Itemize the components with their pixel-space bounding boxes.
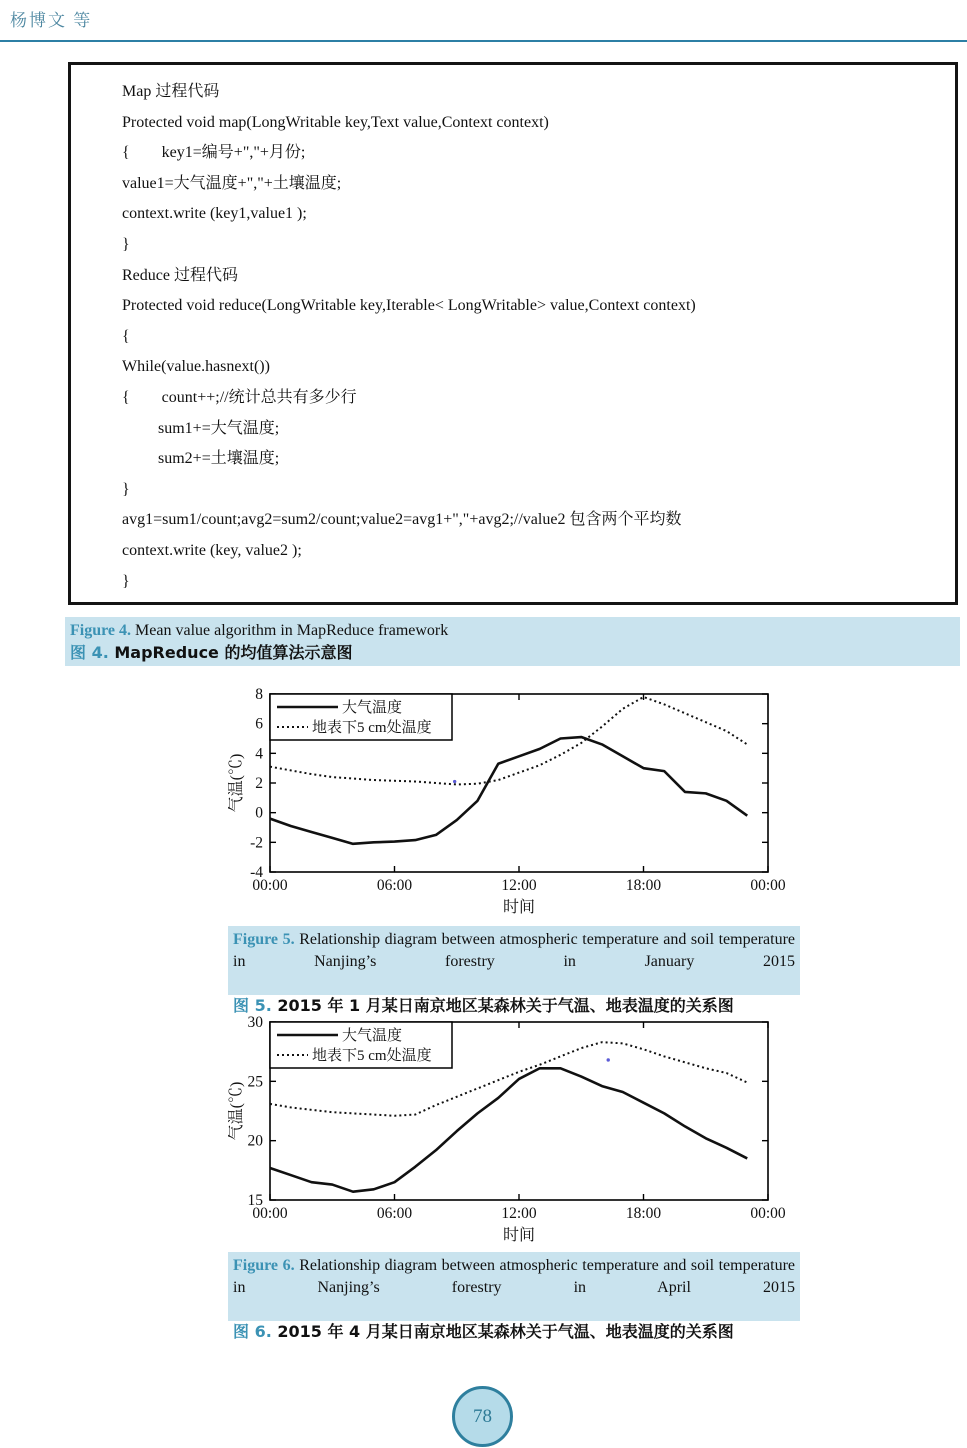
- stray-dot: [607, 1058, 610, 1061]
- figure4-label-zh: 图 4.: [70, 643, 109, 662]
- y-tick-label: 6: [255, 715, 263, 733]
- code-line: }: [122, 235, 130, 253]
- figure5-label-en: Figure 5.: [233, 931, 295, 948]
- air-temperature-line: [270, 737, 747, 844]
- code-line: context.write (key, value2 );: [122, 541, 302, 559]
- code-line: context.write (key1,value1 );: [122, 205, 307, 223]
- x-tick-label: 06:00: [376, 877, 413, 894]
- code-line: }: [122, 480, 130, 498]
- figure5-temperature-chart: [228, 680, 800, 924]
- code-line: sum2+=土壤温度;: [122, 450, 280, 468]
- code-line: { count++;//统计总共有多少行: [122, 388, 357, 406]
- x-tick-label: 12:00: [501, 1205, 537, 1222]
- figure4-caption: [65, 617, 960, 666]
- figure5-caption: [228, 926, 800, 1015]
- figure6-caption: [228, 1252, 800, 1341]
- code-line: While(value.hasnext()): [122, 358, 270, 376]
- page-number-badge: 78: [452, 1386, 513, 1447]
- x-tick-label: 06:00: [376, 1205, 413, 1222]
- figure4-label-en: Figure 4.: [70, 622, 132, 639]
- x-axis-label: 时间: [502, 899, 536, 916]
- figure4-caption-zh: [70, 642, 955, 664]
- figure6-caption-en: [233, 1255, 795, 1321]
- figure4-caption-zh-text: MapReduce 的均值算法示意图: [114, 643, 353, 662]
- y-tick-label: 2: [255, 775, 263, 792]
- x-tick-label: 00:00: [252, 877, 288, 894]
- figure5-caption-zh-text: 2015 年 1 月某日南京地区某森林关于气温、地表温度的关系图: [277, 996, 734, 1015]
- mapreduce-code-box: [68, 62, 958, 605]
- code-line: Protected void map(LongWritable key,Text value,Context context): [122, 113, 549, 131]
- code-line: { key1=编号+","+月份;: [122, 144, 306, 162]
- x-tick-label: 12:00: [501, 877, 537, 894]
- figure6-label-zh: 图 6.: [233, 1322, 272, 1341]
- x-axis-label: 时间: [502, 1227, 536, 1244]
- y-tick-label: 25: [247, 1073, 263, 1091]
- code-line: Reduce 过程代码: [122, 266, 238, 284]
- author-running-head: 杨博文 等: [10, 11, 93, 30]
- y-tick-label: 0: [255, 804, 263, 822]
- figure5-caption-en-text: Relationship diagram between atmospheric temperature and soil temperature in Nanjing’s forestry in January 2015: [233, 931, 796, 970]
- figure5-caption-en: [233, 929, 795, 995]
- x-tick-label: 00:00: [750, 877, 786, 894]
- figure6-caption-zh: [233, 1321, 795, 1343]
- y-tick-label: 20: [247, 1132, 263, 1150]
- figure6-caption-en-text: Relationship diagram between atmospheric temperature and soil temperature in Nanjing’s forestry in April 2015: [233, 1257, 796, 1296]
- y-tick-label: 8: [255, 686, 263, 703]
- code-line: sum1+=大气温度;: [122, 419, 280, 437]
- air-temperature-line: [270, 1068, 747, 1191]
- y-tick-label: 30: [247, 1014, 263, 1031]
- y-tick-label: -4: [250, 864, 263, 881]
- stray-dot: [453, 780, 456, 783]
- y-axis-label: 气温(℃): [228, 1081, 245, 1141]
- code-line: }: [122, 572, 130, 590]
- legend-label: 地表下5 cm处温度: [312, 1048, 432, 1064]
- legend-label: 地表下5 cm处温度: [312, 720, 432, 736]
- x-tick-label: 00:00: [252, 1205, 288, 1222]
- code-line: {: [122, 327, 130, 345]
- figure6-label-en: Figure 6.: [233, 1257, 295, 1274]
- y-tick-label: 4: [255, 745, 263, 763]
- legend-label: 大气温度: [342, 1028, 403, 1044]
- y-tick-label: -2: [250, 834, 263, 852]
- x-tick-label: 18:00: [625, 877, 662, 894]
- code-line: Protected void reduce(LongWritable key,Iterable< LongWritable> value,Context context): [122, 297, 696, 315]
- legend-label: 大气温度: [342, 700, 403, 716]
- x-tick-label: 18:00: [625, 1205, 662, 1222]
- y-tick-label: 15: [247, 1192, 263, 1209]
- figure6-temperature-chart: [228, 1008, 800, 1252]
- figure6-caption-zh-text: 2015 年 4 月某日南京地区某森林关于气温、地表温度的关系图: [277, 1322, 734, 1341]
- figure4-caption-en-text: Mean value algorithm in MapReduce framework: [135, 622, 449, 639]
- figure4-caption-en: [70, 620, 955, 642]
- code-line: avg1=sum1/count;avg2=sum2/count;value2=avg1+","+avg2;//value2 包含两个平均数: [122, 511, 682, 529]
- y-axis-label: 气温(℃): [228, 753, 245, 813]
- x-tick-label: 00:00: [750, 1205, 786, 1222]
- header-rule: [0, 40, 967, 42]
- code-line: value1=大气温度+","+土壤温度;: [122, 174, 342, 192]
- code-line: Map 过程代码: [122, 83, 220, 100]
- figure5-label-zh: 图 5.: [233, 996, 272, 1015]
